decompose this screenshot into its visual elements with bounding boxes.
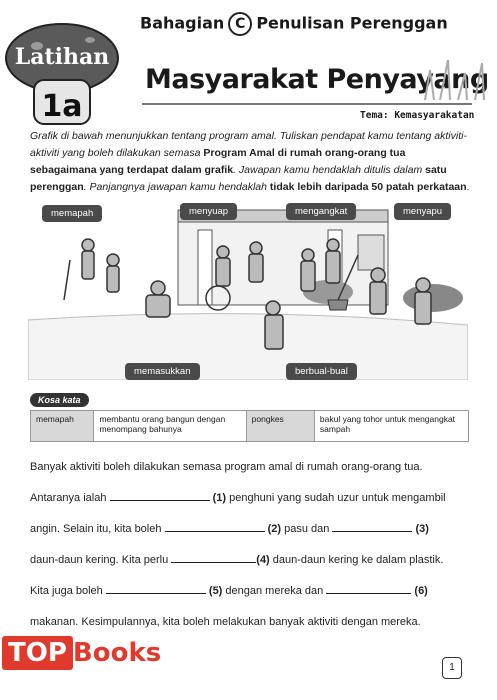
kosa-kata-badge: Kosa kata	[30, 393, 89, 407]
instr-bold1: Program Amal di rumah orang-orang tua sebagaimana yang terdapat dalam grafik	[30, 147, 406, 176]
badge-number: 1a	[41, 89, 83, 124]
section-letter: C	[228, 12, 252, 36]
section-prefix: Bahagian	[140, 13, 225, 33]
scene-drawing	[28, 200, 468, 380]
blank-6[interactable]	[326, 583, 411, 594]
instr-bold2: satu perenggan	[30, 164, 447, 193]
title-underline	[142, 103, 472, 105]
instr-part4: .	[466, 181, 470, 193]
label-mengangkat: mengangkat	[286, 203, 356, 220]
section-suffix: Penulisan Perenggan	[256, 13, 448, 33]
instr-part3: . Panjangnya jawapan kamu hendaklah	[83, 181, 270, 193]
instr-part2: . Jawapan kamu hendaklah ditulis dalam	[233, 164, 426, 176]
latihan-mushroom-badge	[2, 18, 122, 128]
para-line-3: angin. Selain itu, kita boleh (2) pasu dan (3)	[30, 523, 429, 535]
logo-books: Books	[72, 638, 162, 668]
logo-top: TOP	[2, 636, 73, 670]
blank-1[interactable]	[110, 490, 210, 501]
badge-word: Latihan	[14, 44, 110, 70]
page-number: 1	[442, 657, 462, 679]
topbooks-logo[interactable]	[2, 638, 161, 668]
blank-4[interactable]	[171, 552, 256, 563]
label-menyuap: menyuap	[180, 203, 237, 220]
vocab-term-1: memapah	[31, 411, 94, 441]
para-line-5: Kita juga boleh (5) dengan mereka dan (6)	[30, 585, 428, 597]
section-title	[140, 12, 448, 36]
instructions	[30, 128, 470, 196]
instr-part1: Grafik di bawah menunjukkan tentang program amal. Tuliskan pendapat kamu tentang aktiviti-aktiviti yang boleh dilakukan semasa	[30, 130, 467, 159]
grass-decoration	[420, 55, 495, 100]
vocabulary-table	[30, 410, 469, 442]
vocab-def-1: membantu orang bangun dengan menompang bahunya	[94, 411, 246, 441]
page-title: Masyarakat Penyayang	[145, 64, 489, 95]
blank-2[interactable]	[165, 521, 265, 532]
label-berbual: berbual-bual	[286, 363, 357, 380]
para-line-4: daun-daun kering. Kita perlu (4) daun-daun kering ke dalam plastik.	[30, 554, 444, 566]
vocab-def-2: bakul yang tohor untuk mengangkat sampah	[319, 414, 456, 434]
label-memasukkan: memasukkan	[125, 363, 200, 380]
theme-label: Tema: Kemasyarakatan	[360, 110, 475, 121]
label-memapah: memapah	[42, 205, 102, 222]
para-line-1: Banyak aktiviti boleh dilakukan semasa program amal di rumah orang-orang tua.	[30, 461, 423, 473]
para-line-2: Antaranya ialah (1) penghuni yang sudah uzur untuk mengambil	[30, 492, 446, 504]
blank-5[interactable]	[106, 583, 206, 594]
charity-illustration	[28, 200, 468, 380]
para-line-6: makanan. Kesimpulannya, kita boleh melakukan banyak aktiviti dengan mereka.	[30, 616, 421, 628]
instr-bold3: tidak lebih daripada 50 patah perkataan	[269, 181, 467, 193]
blank-3[interactable]	[332, 521, 412, 532]
vocab-term-2: pongkes	[247, 411, 315, 441]
label-menyapu: menyapu	[394, 203, 451, 220]
fill-in-paragraph	[30, 452, 470, 638]
